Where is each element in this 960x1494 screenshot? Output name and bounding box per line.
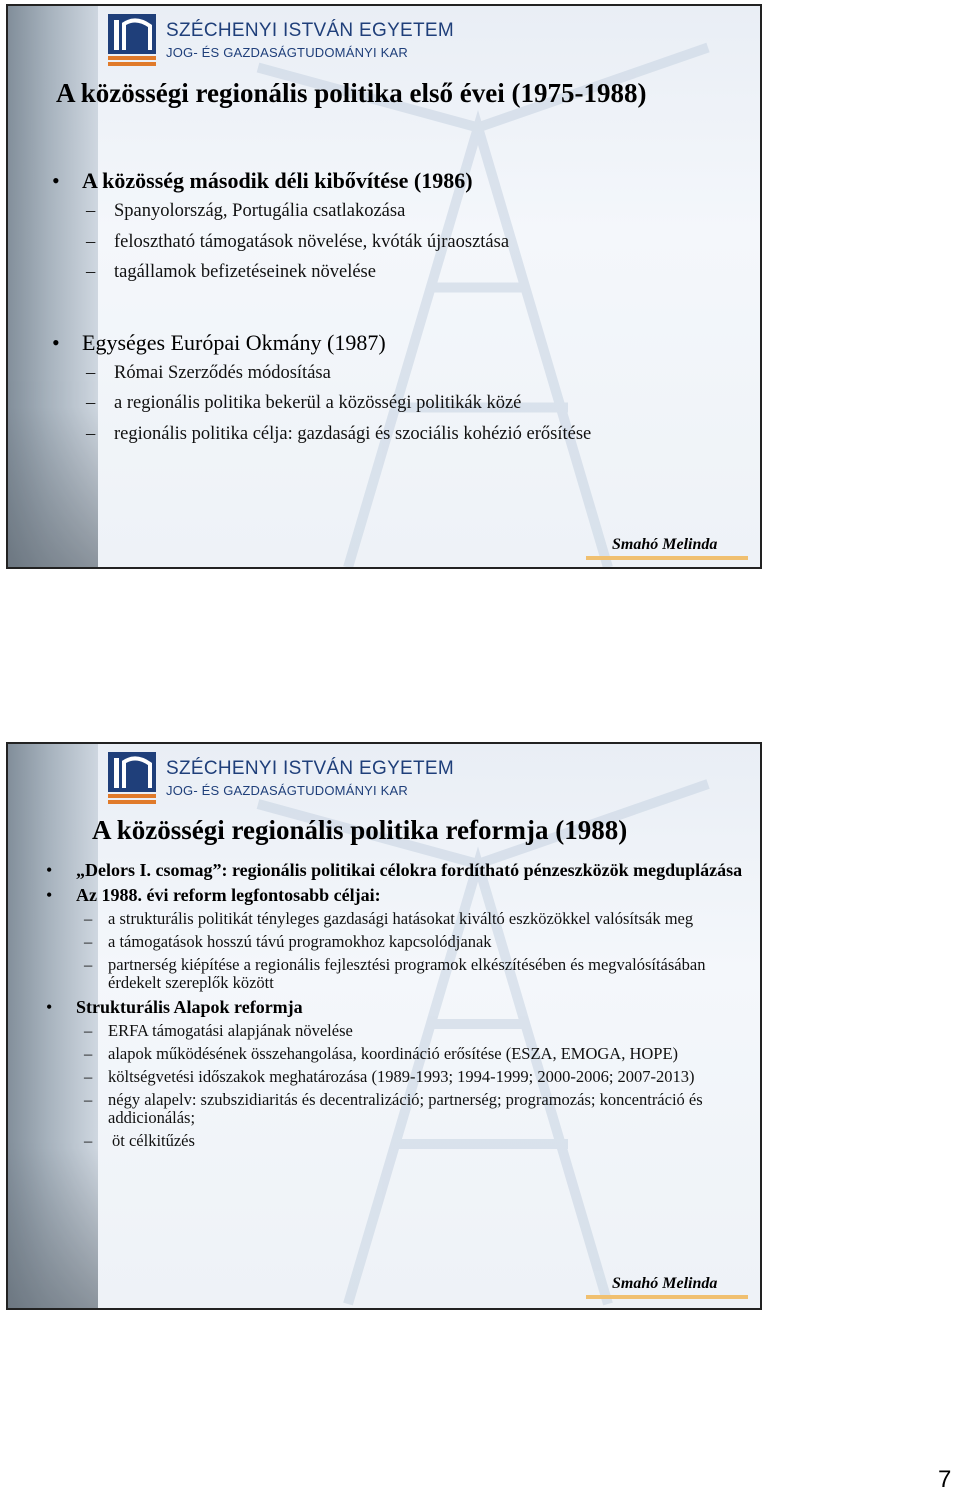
sub-item: – ERFA támogatási alapjának növelése [46, 1022, 746, 1040]
bullet-text: „Delors I. csomag”: regionális politikai célokra fordítható pénzeszközök megduplázása [76, 860, 743, 880]
bullet-item [52, 166, 752, 196]
author-name: Smahó Melinda [612, 1275, 718, 1292]
sub-item: – tagállamok befizetéseinek növelése [52, 257, 752, 288]
university-logo [108, 750, 455, 810]
author-underline [586, 1295, 748, 1299]
university-emblem-icon [108, 14, 156, 68]
bullet-text: Egységes Európai Okmány (1987) [82, 329, 386, 355]
bullet-item [46, 886, 746, 905]
sub-item: – felosztható támogatások növelése, kvóták újraosztása [52, 227, 752, 258]
faculty-name: JOG- ÉS GAZDASÁGTUDOMÁNYI KAR [166, 45, 408, 60]
bullet-item [52, 328, 752, 358]
university-name: SZÉCHENYI ISTVÁN EGYETEM [166, 20, 455, 41]
sub-item: – négy alapelv: szubszidiaritás és decentralizáció; partnerség; programozás; koncentráció és addicionálás; [46, 1091, 746, 1127]
bullet-text: A közösség második déli kibővítése (1986) [82, 168, 473, 193]
slide-content [52, 166, 752, 449]
bullet-item [46, 998, 746, 1017]
sub-item: – partnerség kiépítése a regionális fejlesztési programok elkészítésében és megvalósításában érdekelt szereplők között [46, 956, 746, 992]
sub-item: – Római Szerződés módosítása [52, 358, 752, 389]
university-logo [108, 12, 455, 72]
sub-item: – a strukturális politikát tényleges gazdasági hatásokat kiváltó eszközökkel valósítsák meg [46, 910, 746, 928]
university-name: SZÉCHENYI ISTVÁN EGYETEM [166, 758, 455, 779]
sub-item: – a regionális politika bekerül a közösségi politikák közé [52, 388, 752, 419]
sub-item: – költségvetési időszakok meghatározása (1989-1993; 1994-1999; 2000-2006; 2007-2013) [46, 1068, 746, 1086]
slide-content [46, 861, 746, 1150]
bullet-text: Az 1988. évi reform legfontosabb céljai: [76, 885, 381, 905]
bullet-text: Strukturális Alapok reformja [76, 997, 303, 1017]
slide-1 [6, 4, 762, 569]
slide-title: A közösségi regionális politika első évei (1975-1988) [56, 78, 647, 108]
sub-item: – öt célkitűzés [46, 1132, 746, 1150]
page-number: 7 [938, 1466, 952, 1493]
university-emblem-icon [108, 752, 156, 806]
sub-item: – regionális politika célja: gazdasági és szociális kohézió erősítése [52, 419, 752, 450]
slide-title: A közösségi regionális politika reformja (1988) [92, 815, 628, 845]
bullet-item [46, 861, 746, 880]
author-name: Smahó Melinda [612, 536, 718, 553]
faculty-name: JOG- ÉS GAZDASÁGTUDOMÁNYI KAR [166, 783, 408, 798]
sub-item: – alapok működésének összehangolása, koordináció erősítése (ESZA, EMOGA, HOPE) [46, 1045, 746, 1063]
sub-item: – Spanyolország, Portugália csatlakozása [52, 196, 752, 227]
sub-item: – a támogatások hosszú távú programokhoz kapcsolódjanak [46, 933, 746, 951]
author-underline [586, 556, 748, 560]
slide-2 [6, 742, 762, 1310]
